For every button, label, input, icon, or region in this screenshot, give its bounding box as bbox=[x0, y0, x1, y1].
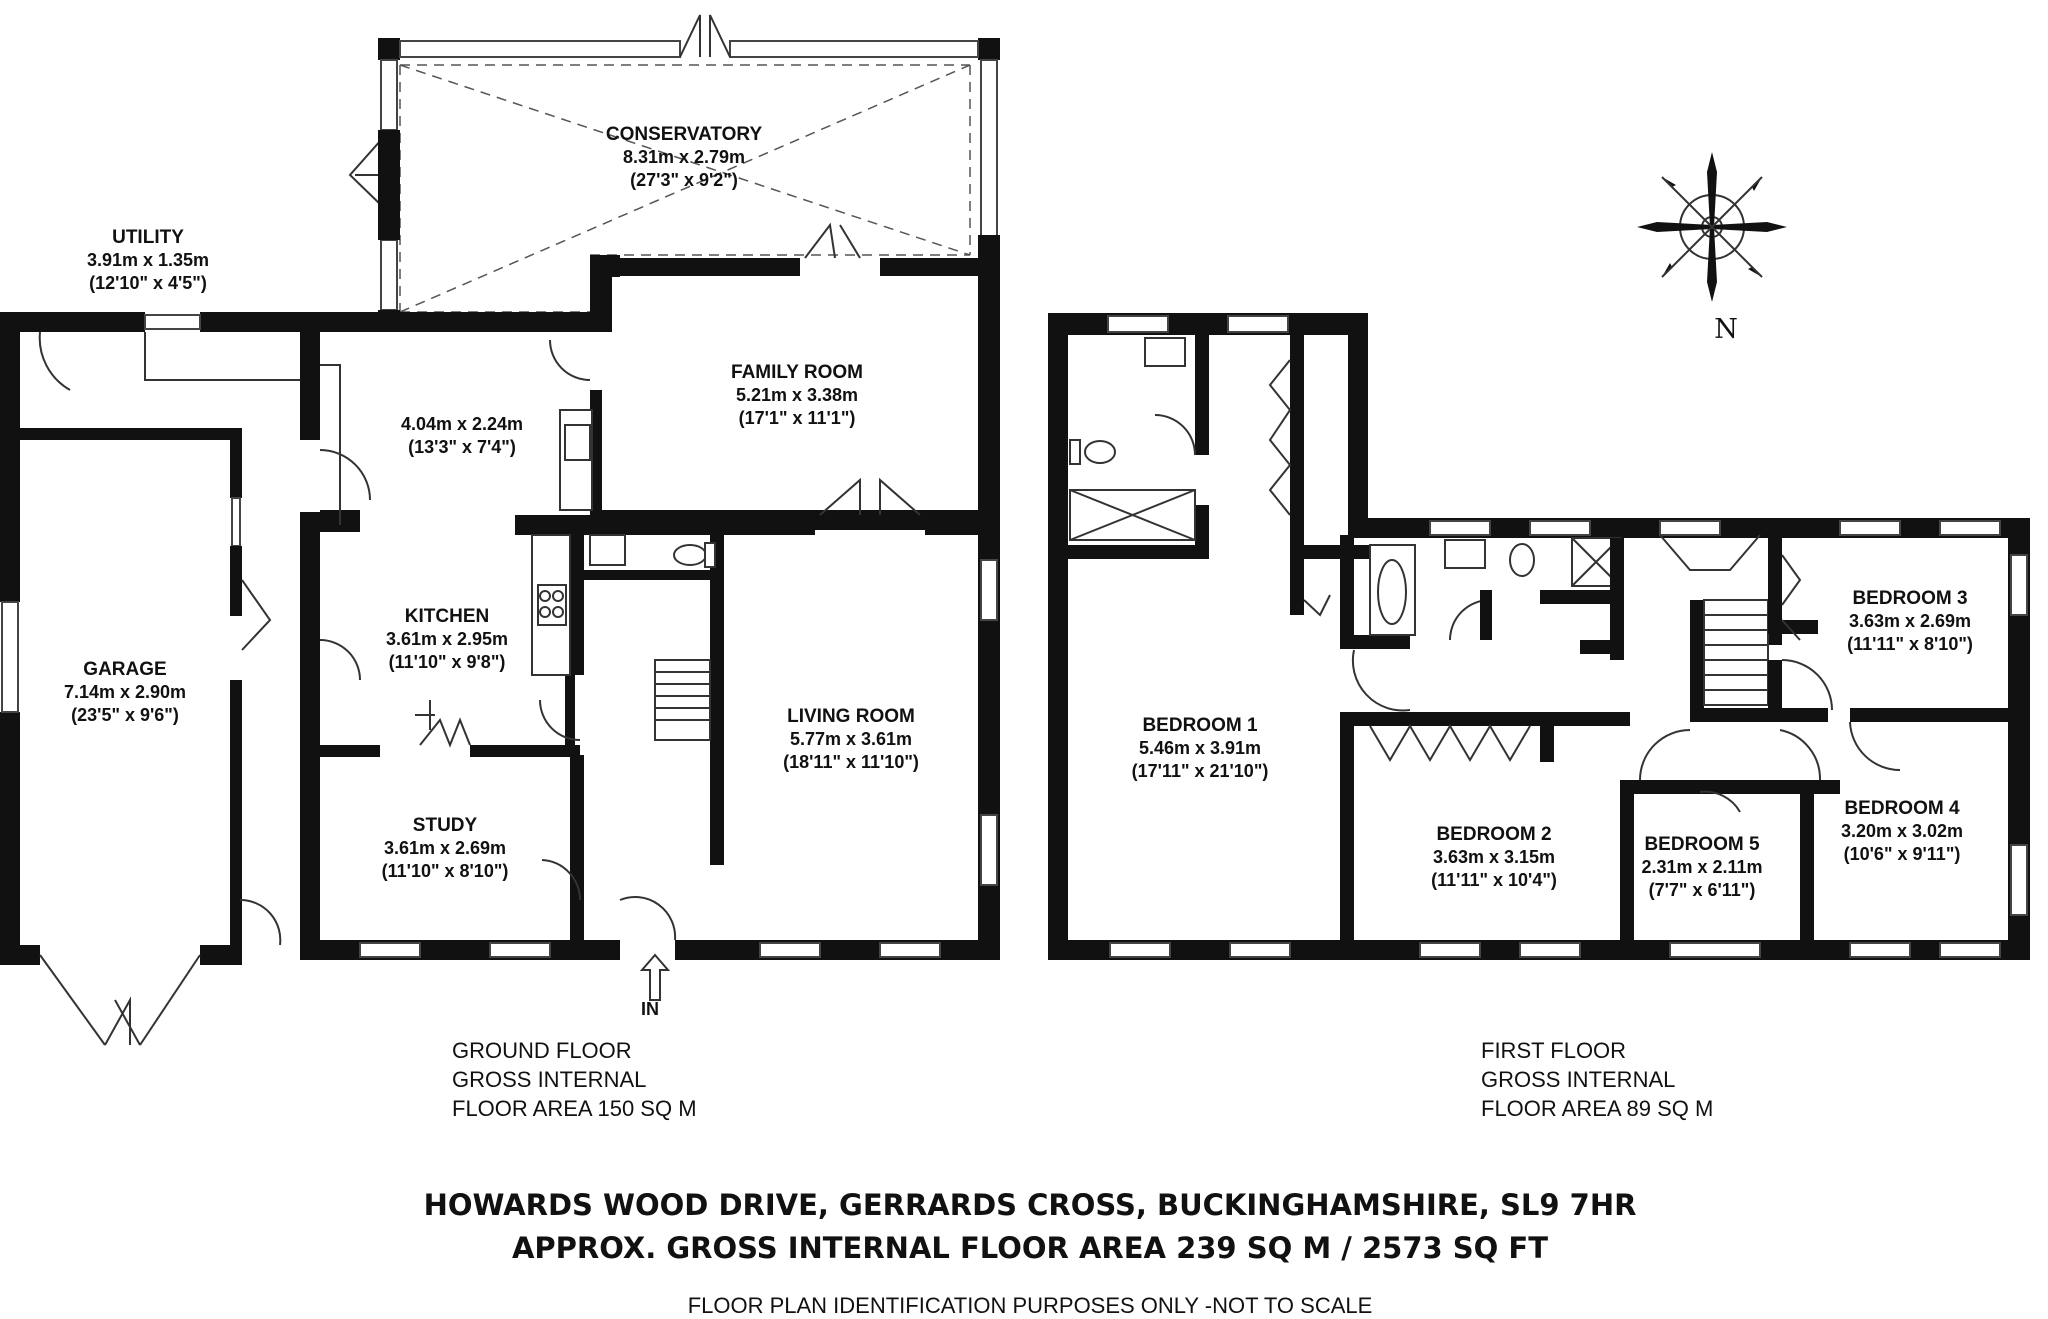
first-floor-caption-line-2: GROSS INTERNAL bbox=[1481, 1067, 1676, 1092]
room-imperial-living-room: (18'11" x 11'10") bbox=[783, 752, 919, 772]
ground-floor-caption-line-3: FLOOR AREA 150 SQ M bbox=[452, 1096, 697, 1121]
room-metric-bedroom-1: 5.46m x 3.91m bbox=[1138, 738, 1262, 758]
room-name-bedroom-3: BEDROOM 3 bbox=[1852, 588, 1968, 609]
first-floor-caption bbox=[1481, 1038, 1713, 1121]
room-imperial-bedroom-2: (11'11" x 10'4") bbox=[1431, 870, 1557, 890]
room-metric-utility: 3.91m x 1.35m bbox=[86, 250, 210, 270]
room-metric-living-room: 5.77m x 3.61m bbox=[789, 729, 913, 749]
room-imperial-bedroom-1: (17'11" x 21'10") bbox=[1131, 761, 1269, 781]
scale-disclaimer: FLOOR PLAN IDENTIFICATION PURPOSES ONLY -NOT TO SCALE bbox=[687, 1293, 1373, 1318]
first-floor-caption-line-1: FIRST FLOOR bbox=[1481, 1038, 1627, 1063]
room-metric-conservatory: 8.31m x 2.79m bbox=[622, 147, 746, 167]
room-metric-bedroom-4: 3.20m x 3.02m bbox=[1840, 821, 1964, 841]
property-address-title: HOWARDS WOOD DRIVE, GERRARDS CROSS, BUCKINGHAMSHIRE, SL9 7HR bbox=[423, 1188, 1637, 1222]
room-imperial-bedroom-4: (10'6" x 9'11") bbox=[1843, 844, 1961, 864]
room-name-bedroom-1: BEDROOM 1 bbox=[1142, 715, 1258, 736]
room-metric-bedroom-5: 2.31m x 2.11m bbox=[1641, 857, 1763, 877]
entrance-label: IN bbox=[641, 999, 659, 1019]
room-name-utility: UTILITY bbox=[112, 227, 184, 248]
ground-floor-plan bbox=[0, 15, 1000, 1045]
room-name-bedroom-4: BEDROOM 4 bbox=[1844, 798, 1960, 819]
room-imperial-family-room: (17'1" x 11'1") bbox=[738, 408, 856, 428]
room-metric-garage: 7.14m x 2.90m bbox=[63, 682, 187, 702]
north-compass-icon bbox=[1637, 152, 1787, 302]
room-imperial-bedroom-5: (7'7" x 6'11") bbox=[1648, 880, 1756, 900]
ground-floor-caption-line-2: GROSS INTERNAL bbox=[452, 1067, 647, 1092]
gross-area-summary: APPROX. GROSS INTERNAL FLOOR AREA 239 SQ M / 2573 SQ FT bbox=[511, 1231, 1549, 1265]
room-imperial-kitchen: (11'10" x 9'8") bbox=[388, 652, 506, 672]
room-name-kitchen: KITCHEN bbox=[404, 606, 490, 627]
ground-floor-partitions bbox=[40, 225, 1000, 1000]
room-name-study: STUDY bbox=[412, 815, 478, 836]
room-imperial-bedroom-3: (11'11" x 8'10") bbox=[1847, 634, 1973, 654]
room-imperial-conservatory: (27'3" x 9'2") bbox=[630, 170, 738, 190]
room-imperial-hallway: (13'3" x 7'4") bbox=[408, 437, 516, 457]
room-metric-study: 3.61m x 2.69m bbox=[383, 838, 507, 858]
room-name-bedroom-5: BEDROOM 5 bbox=[1644, 834, 1760, 855]
room-name-garage: GARAGE bbox=[83, 659, 167, 680]
room-metric-hallway: 4.04m x 2.24m bbox=[400, 414, 524, 434]
room-name-family-room: FAMILY ROOM bbox=[731, 362, 863, 383]
room-metric-bedroom-2: 3.63m x 3.15m bbox=[1432, 847, 1556, 867]
room-metric-kitchen: 3.61m x 2.95m bbox=[385, 629, 509, 649]
compass-north-label: N bbox=[1714, 314, 1738, 345]
room-name-conservatory: CONSERVATORY bbox=[605, 124, 763, 145]
room-imperial-garage: (23'5" x 9'6") bbox=[71, 705, 179, 725]
room-metric-family-room: 5.21m x 3.38m bbox=[735, 385, 859, 405]
room-imperial-utility: (12'10" x 4'5") bbox=[89, 273, 207, 293]
room-imperial-study: (11'10" x 8'10") bbox=[381, 861, 509, 881]
ground-floor-caption bbox=[452, 1038, 697, 1121]
room-name-bedroom-2: BEDROOM 2 bbox=[1436, 824, 1552, 845]
room-name-living-room: LIVING ROOM bbox=[787, 706, 915, 727]
ground-floor-caption-line-1: GROUND FLOOR bbox=[452, 1038, 632, 1063]
first-floor-caption-line-3: FLOOR AREA 89 SQ M bbox=[1481, 1096, 1714, 1121]
room-metric-bedroom-3: 3.63m x 2.69m bbox=[1848, 611, 1972, 631]
